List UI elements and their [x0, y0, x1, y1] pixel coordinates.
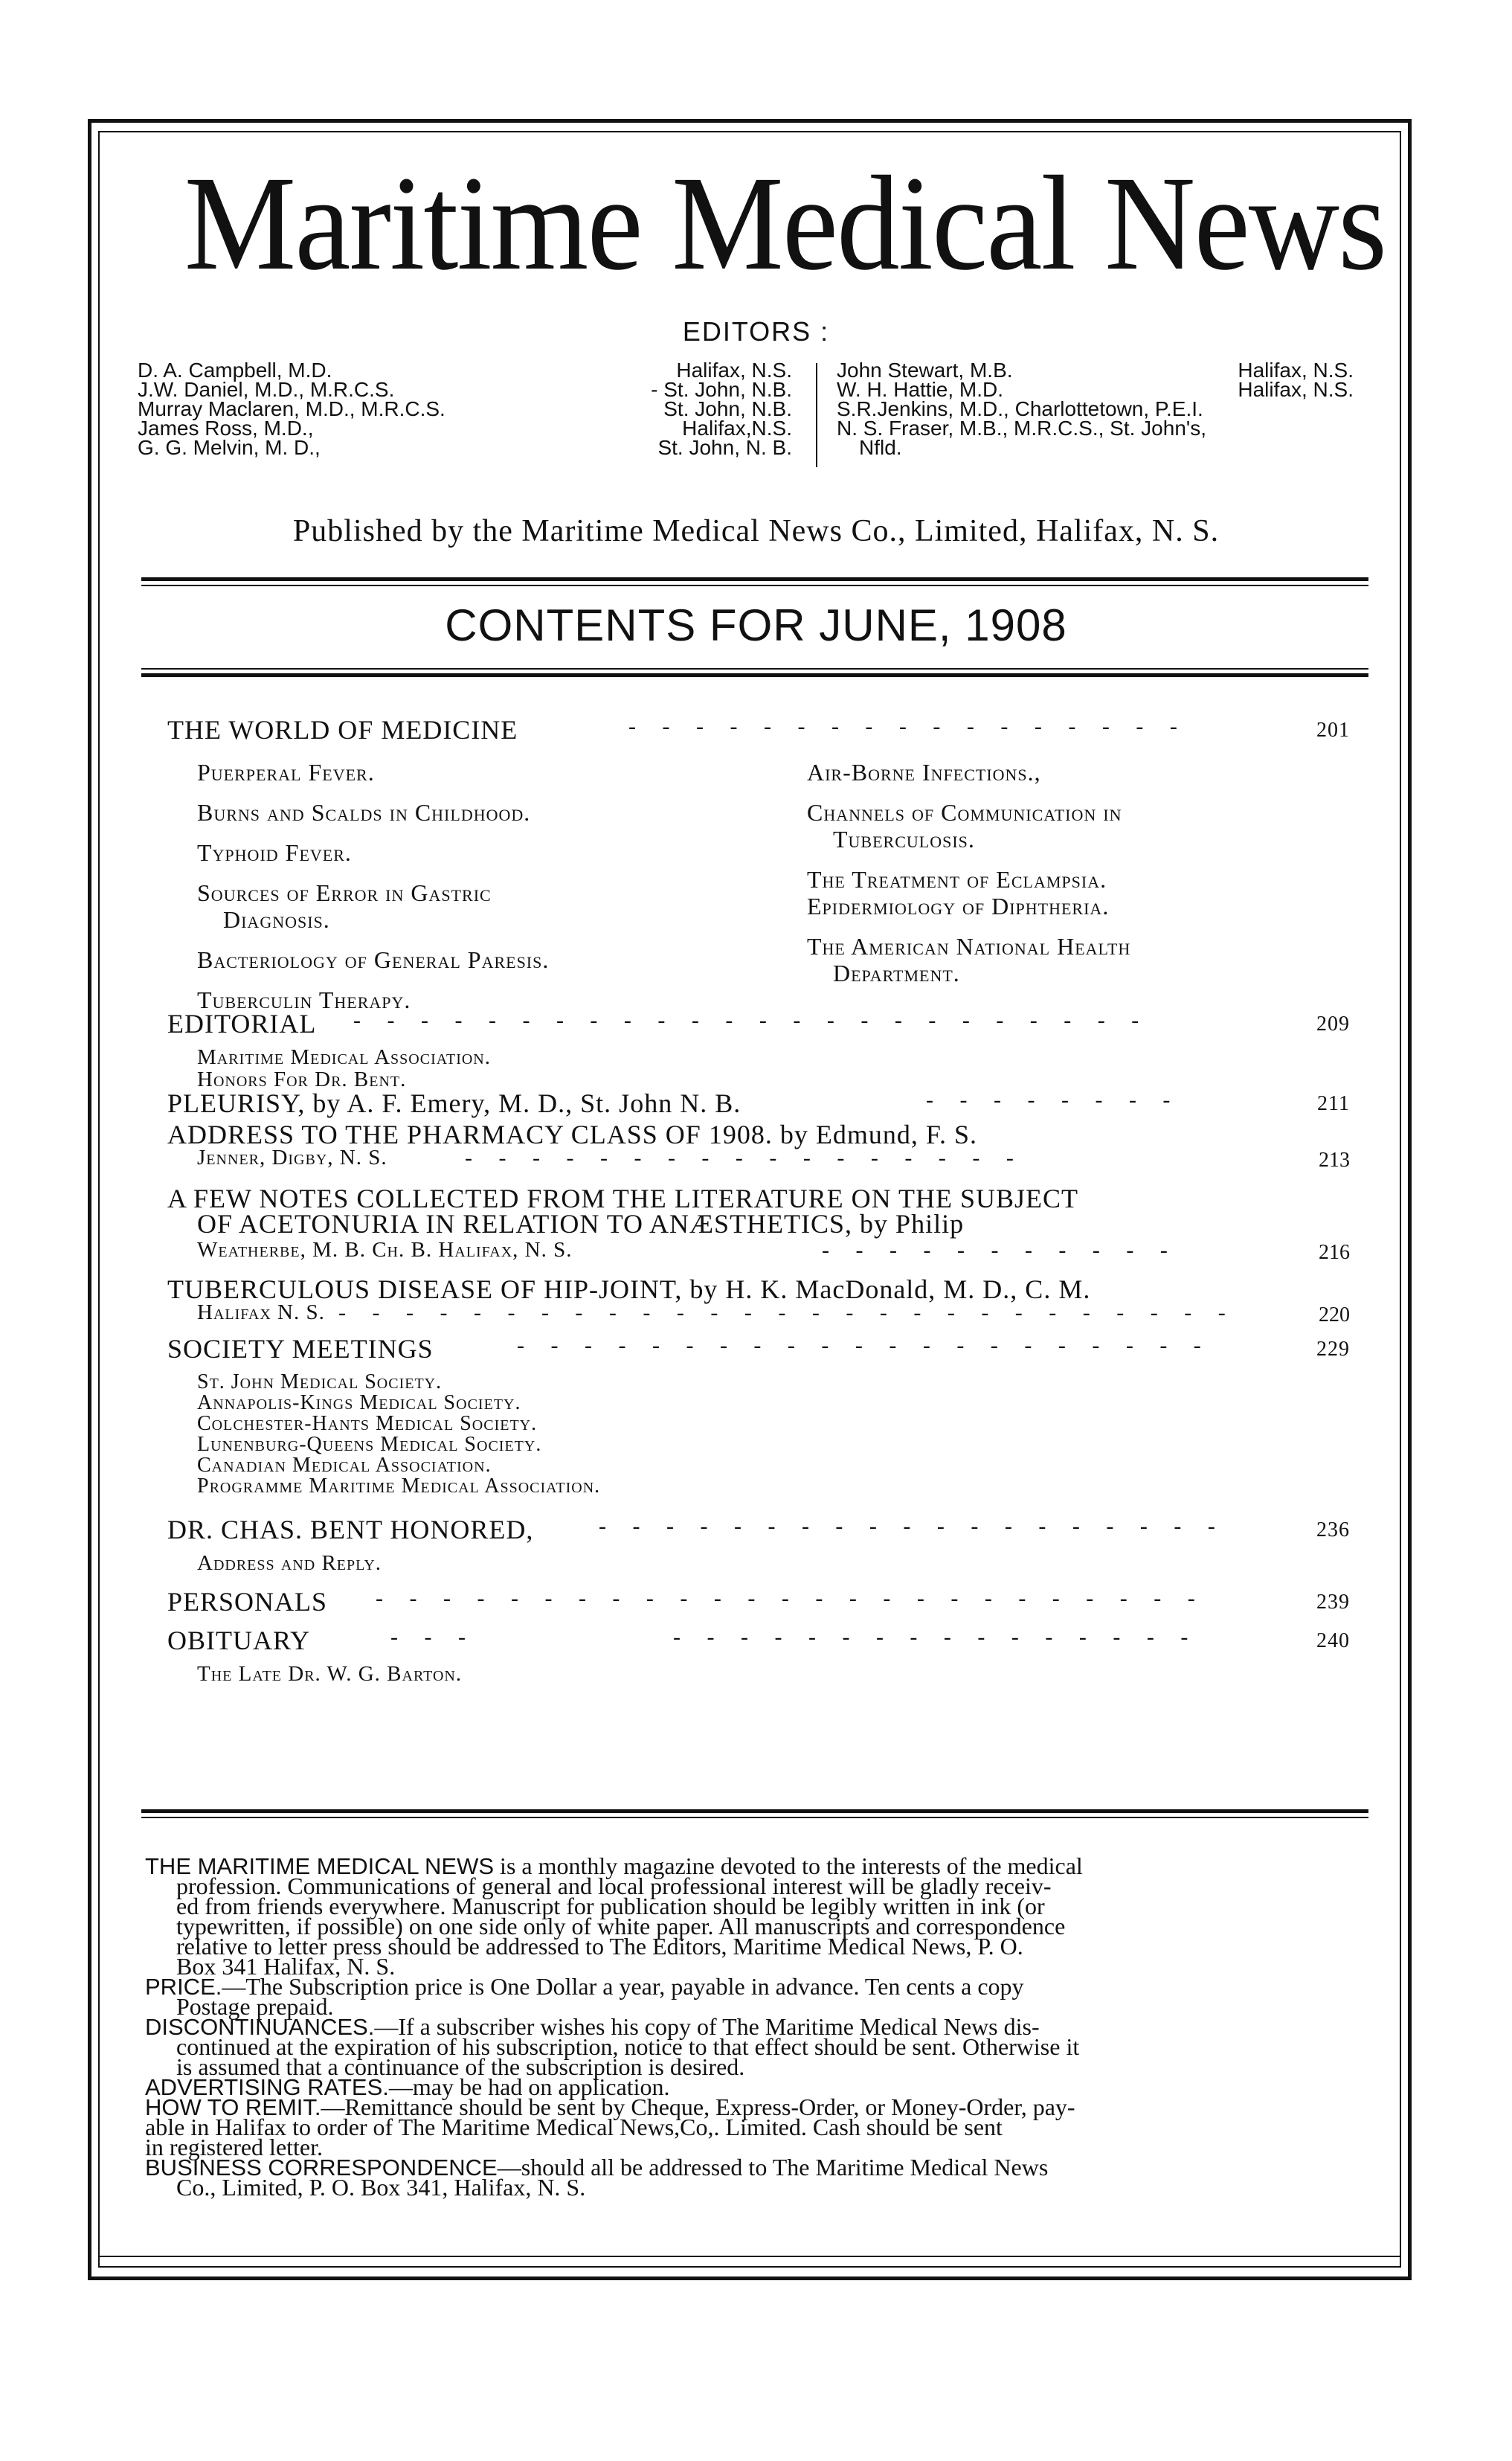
toc-page-number: 220 — [1319, 1303, 1350, 1326]
notice-text: Box 341 Halifax, N. S. — [176, 1953, 396, 1980]
editor-name: G. G. Melvin, M. D., — [138, 436, 321, 459]
masthead-title: Maritime Medical News — [184, 149, 1386, 298]
toc-section: SOCIETY MEETINGS - - - - - - - - - - - - - - - - - - - - - 229 — [167, 1333, 1350, 1364]
toc-subitem: Maritime Medical Association. — [197, 1045, 491, 1069]
toc-subitem: Address and Reply. — [197, 1551, 382, 1575]
notice-text: —Remittance should be sent by Cheque, Express-Order, or Money-Order, pay- — [321, 2093, 1075, 2120]
notice-text: —The Subscription price is One Dollar a year, payable in advance. Ten cents a copy — [222, 1973, 1024, 2000]
toc-section-title: PERSONALS — [167, 1587, 328, 1617]
toc-subitem: Puerperal Fever. — [197, 759, 375, 786]
editor-place: St. John, N. B. — [657, 436, 792, 459]
toc-section: DR. CHAS. BENT HONORED, - - - - - - - - - - - - - - - - - - - 236 — [167, 1514, 1350, 1544]
notice-text: profession. Communications of general and local professional interest will be gladly receiv- — [176, 1873, 1052, 1899]
toc-subitem: Sources of Error in Gastric — [197, 879, 492, 906]
toc-section-title: TUBERCULOUS DISEASE OF HIP-JOINT, by H. K. MacDonald, M. D., C. M. — [167, 1274, 1091, 1304]
toc-section-continued: Weatherbe, M. B. Ch. B. Halifax, N. S. — [197, 1238, 573, 1262]
editors-heading: EDITORS : — [682, 316, 830, 347]
toc-section: THE WORLD OF MEDICINE - - - - - - - - - - - - - - - - - 201 — [167, 714, 1350, 745]
toc-section: PLEURISY, by A. F. Emery, M. D., St. John N. B. - - - - - - - - 211 — [167, 1088, 1350, 1118]
toc-page-number: 216 — [1319, 1241, 1350, 1264]
editor-place: - St. John, N.B. — [651, 378, 792, 401]
editor-name: N. S. Fraser, M.B., M.R.C.S., St. John's, — [837, 417, 1207, 440]
notice-text: continued at the expiration of his subscription, notice to that effect should be sent. Otherwise it — [176, 2033, 1080, 2060]
toc-section-title: ADDRESS TO THE PHARMACY CLASS OF 1908. by Edmund, F. S. — [167, 1120, 977, 1149]
notice-label: ADVERTISING RATES. — [145, 2074, 389, 2100]
toc-subitem: Burns and Scalds in Childhood. — [197, 799, 531, 826]
notice-text: relative to letter press should be addressed to The Editors, Maritime Medical News, P. O. — [176, 1933, 1023, 1960]
toc-page-number: 209 — [1316, 1013, 1350, 1036]
notice-text: in registered letter. — [145, 2134, 324, 2160]
toc-section-title: SOCIETY MEETINGS — [167, 1334, 434, 1364]
toc-section: EDITORIAL - - - - - - - - - - - - - - - - - - - - - - - - 209 — [167, 1008, 1350, 1039]
contents-title: CONTENTS FOR JUNE, 1908 — [445, 600, 1067, 650]
table-of-contents: THE WORLD OF MEDICINE - - - - - - - - - - - - - - - - - 201 Puerperal Fever. Burns and Scalds in Childhood. Typhoid Fever. Sources of Error in Gastric Diagnosis. Bacteriology of General Paresis. Tuberculin Therapy. Air-Borne Infections., Channels of Communication in Tuberculosis. The Treatment of Eclampsia. Epidermiology of Diphtheria. The American National Health Department. EDITORIAL - - - - - - - - - - - - - - - - - - - - - - - - 209 Maritime Medical Association. Honors For Dr. Bent. PLEURISY, by A. F. Emery, M. D., St. John N. B. - - - - - - - - 211 ADDRESS TO THE PHARMACY CLASS OF 1908. by Edmund, F. S. Jenner, Digby, N. S. - - - - - - - - - - - - - - - - - 213 A FEW NOTES COLLECTED FROM THE LITERATURE ON THE SUBJECT OF ACETONURIA IN RELATION TO ANÆSTHETICS, by Philip Weatherbe, M. B. Ch. B. Halifax, N. S. - - - - - - - - - - - 216 TUBERCULOUS DISEASE OF HIP-JOINT, by H. K. MacDonald, M. D., C. M. Halifax N. S. - - - - - - - - - - - - - - - - - - - - - - - - - - - 220 SOCIETY MEETINGS - - - - - - - - - - - - - - - - - - - - - 229 St. John Medical Society. Annapolis-Kings Medical Society. Colchester-Hants Medical Society. Lunenburg-Queens Medical Society. Canadian Medical Association. Programme Maritime Medical Association. DR. CHAS. BENT HONORED, - - - - - - - - - - - - - - - - - - - 236 Address and Reply. PERSONALS - - - - - - - - - - - - - - - - - - - - - - - - - 239 OBITUARY - - - - - - - - - - - - - - - - - - - 240 The Late Dr. W. G. Barton. — [167, 714, 1350, 1686]
notice-label: THE MARITIME MEDICAL NEWS — [145, 1853, 495, 1879]
editor-place: Halifax, N.S. — [676, 359, 792, 382]
editor-place: Halifax,N.S. — [682, 417, 792, 440]
notice-text: ed from friends everywhere. Manuscript for publication should be legibly written in ink (or — [176, 1893, 1045, 1919]
notice-label: HOW TO REMIT. — [145, 2094, 321, 2120]
toc-subitem: Department. — [833, 960, 960, 986]
toc-subitem: Air-Borne Infections., — [807, 759, 1041, 786]
notice-text: able in Halifax to order of The Maritime Medical News,Co,. Limited. Cash should be sent — [145, 2114, 1003, 2140]
toc-subitem: Epidermiology of Diphtheria. — [807, 893, 1110, 920]
notice-text: Co., Limited, P. O. Box 341, Halifax, N. S. — [176, 2174, 586, 2201]
notice-label: BUSINESS CORRESPONDENCE — [145, 2154, 498, 2181]
toc-subitem: The American National Health — [807, 933, 1131, 960]
toc-page-number: 236 — [1316, 1518, 1350, 1541]
toc-subitem: The Late Dr. W. G. Barton. — [197, 1662, 463, 1686]
toc-section-title: THE WORLD OF MEDICINE — [167, 715, 518, 745]
editor-place: Halifax, N.S. — [1238, 378, 1354, 401]
footer-top-rule-thin — [141, 1817, 1368, 1818]
toc-page-number: 211 — [1317, 1092, 1350, 1115]
editor-name: Nfld. — [859, 436, 902, 459]
publication-notice — [145, 1852, 1365, 2201]
toc-page-number: 213 — [1319, 1149, 1350, 1172]
notice-label: PRICE. — [145, 1974, 222, 2000]
editor-name: J.W. Daniel, M.D., M.R.C.S. — [138, 378, 395, 401]
toc-section-title: PLEURISY, by A. F. Emery, M. D., St. John N. B. — [167, 1088, 741, 1118]
editor-name: Murray Maclaren, M.D., M.R.C.S. — [138, 397, 445, 420]
toc-section-title: DR. CHAS. BENT HONORED, — [167, 1515, 534, 1544]
toc-subitem: Lunenburg-Queens Medical Society. — [197, 1433, 542, 1456]
toc-section: PERSONALS - - - - - - - - - - - - - - - - - - - - - - - - - 239 — [167, 1586, 1350, 1617]
publisher-line: Published by the Maritime Medical News Co., Limited, Halifax, N. S. — [292, 514, 1220, 548]
editor-name: D. A. Campbell, M.D. — [138, 359, 332, 382]
toc-page-number: 239 — [1316, 1591, 1350, 1614]
toc-page-number: 240 — [1316, 1629, 1350, 1652]
notice-text: —If a subscriber wishes his copy of The Maritime Medical News dis- — [374, 2013, 1040, 2040]
notice-text: Postage prepaid. — [176, 1993, 334, 2020]
toc-subitem: Channels of Communication in — [807, 799, 1122, 826]
toc-subitem: Colchester-Hants Medical Society. — [197, 1412, 538, 1435]
notice-text: —should all be addressed to The Maritime Medical News — [497, 2154, 1049, 2181]
editor-name: John Stewart, M.B. — [837, 359, 1013, 382]
toc-section-title: OBITUARY — [167, 1626, 311, 1655]
toc-section-continued: Jenner, Digby, N. S. — [197, 1146, 387, 1169]
editor-name: W. H. Hattie, M.D. — [837, 378, 1004, 401]
notice-label: DISCONTINUANCES. — [145, 2014, 375, 2040]
footer-bottom-rule — [98, 2256, 1401, 2257]
notice-text: —may be had on application. — [388, 2073, 670, 2100]
notice-text: is a monthly magazine devoted to the interests of the medical — [494, 1852, 1083, 1879]
toc-subitem: Canadian Medical Association. — [197, 1454, 492, 1477]
toc-subitem: The Treatment of Eclampsia. — [807, 866, 1107, 893]
toc-section-title: EDITORIAL — [167, 1009, 317, 1039]
toc-section: OBITUARY - - - - - - - - - - - - - - - - - - - 240 — [167, 1625, 1350, 1655]
toc-subitem: Tuberculosis. — [833, 826, 975, 853]
editor-name: S.R.Jenkins, M.D., Charlottetown, P.E.I. — [837, 397, 1203, 420]
toc-section-continued: Halifax N. S. — [197, 1300, 325, 1324]
toc-subitem: Annapolis-Kings Medical Society. — [197, 1391, 521, 1414]
toc-subitem: Bacteriology of General Paresis. — [197, 946, 550, 973]
toc-subitem: Typhoid Fever. — [197, 839, 352, 866]
toc-section-title: A FEW NOTES COLLECTED FROM THE LITERATURE ON THE SUBJECT — [167, 1184, 1079, 1213]
notice-text: is assumed that a continuance of the subscription is desired. — [176, 2053, 745, 2080]
toc-subitem: Honors For Dr. Bent. — [197, 1068, 407, 1091]
toc-subitem: Tuberculin Therapy. — [197, 986, 411, 1013]
toc-section-continued: OF ACETONURIA IN RELATION TO ANÆSTHETICS, by Philip — [197, 1209, 965, 1239]
toc-page-number: 201 — [1316, 719, 1350, 742]
toc-page-number: 229 — [1316, 1338, 1350, 1361]
editor-place: Halifax, N.S. — [1238, 359, 1354, 382]
toc-subitem: Diagnosis. — [223, 906, 330, 933]
toc-subitem: St. John Medical Society. — [197, 1370, 443, 1393]
editor-name: James Ross, M.D., — [138, 417, 314, 440]
editor-place: St. John, N.B. — [663, 397, 792, 420]
toc-subitem: Programme Maritime Medical Association. — [197, 1475, 601, 1498]
notice-text: typewritten, if possible) on one side only of white paper. All manuscripts and correspondence — [176, 1913, 1066, 1939]
footer-top-rule — [141, 1809, 1368, 1813]
